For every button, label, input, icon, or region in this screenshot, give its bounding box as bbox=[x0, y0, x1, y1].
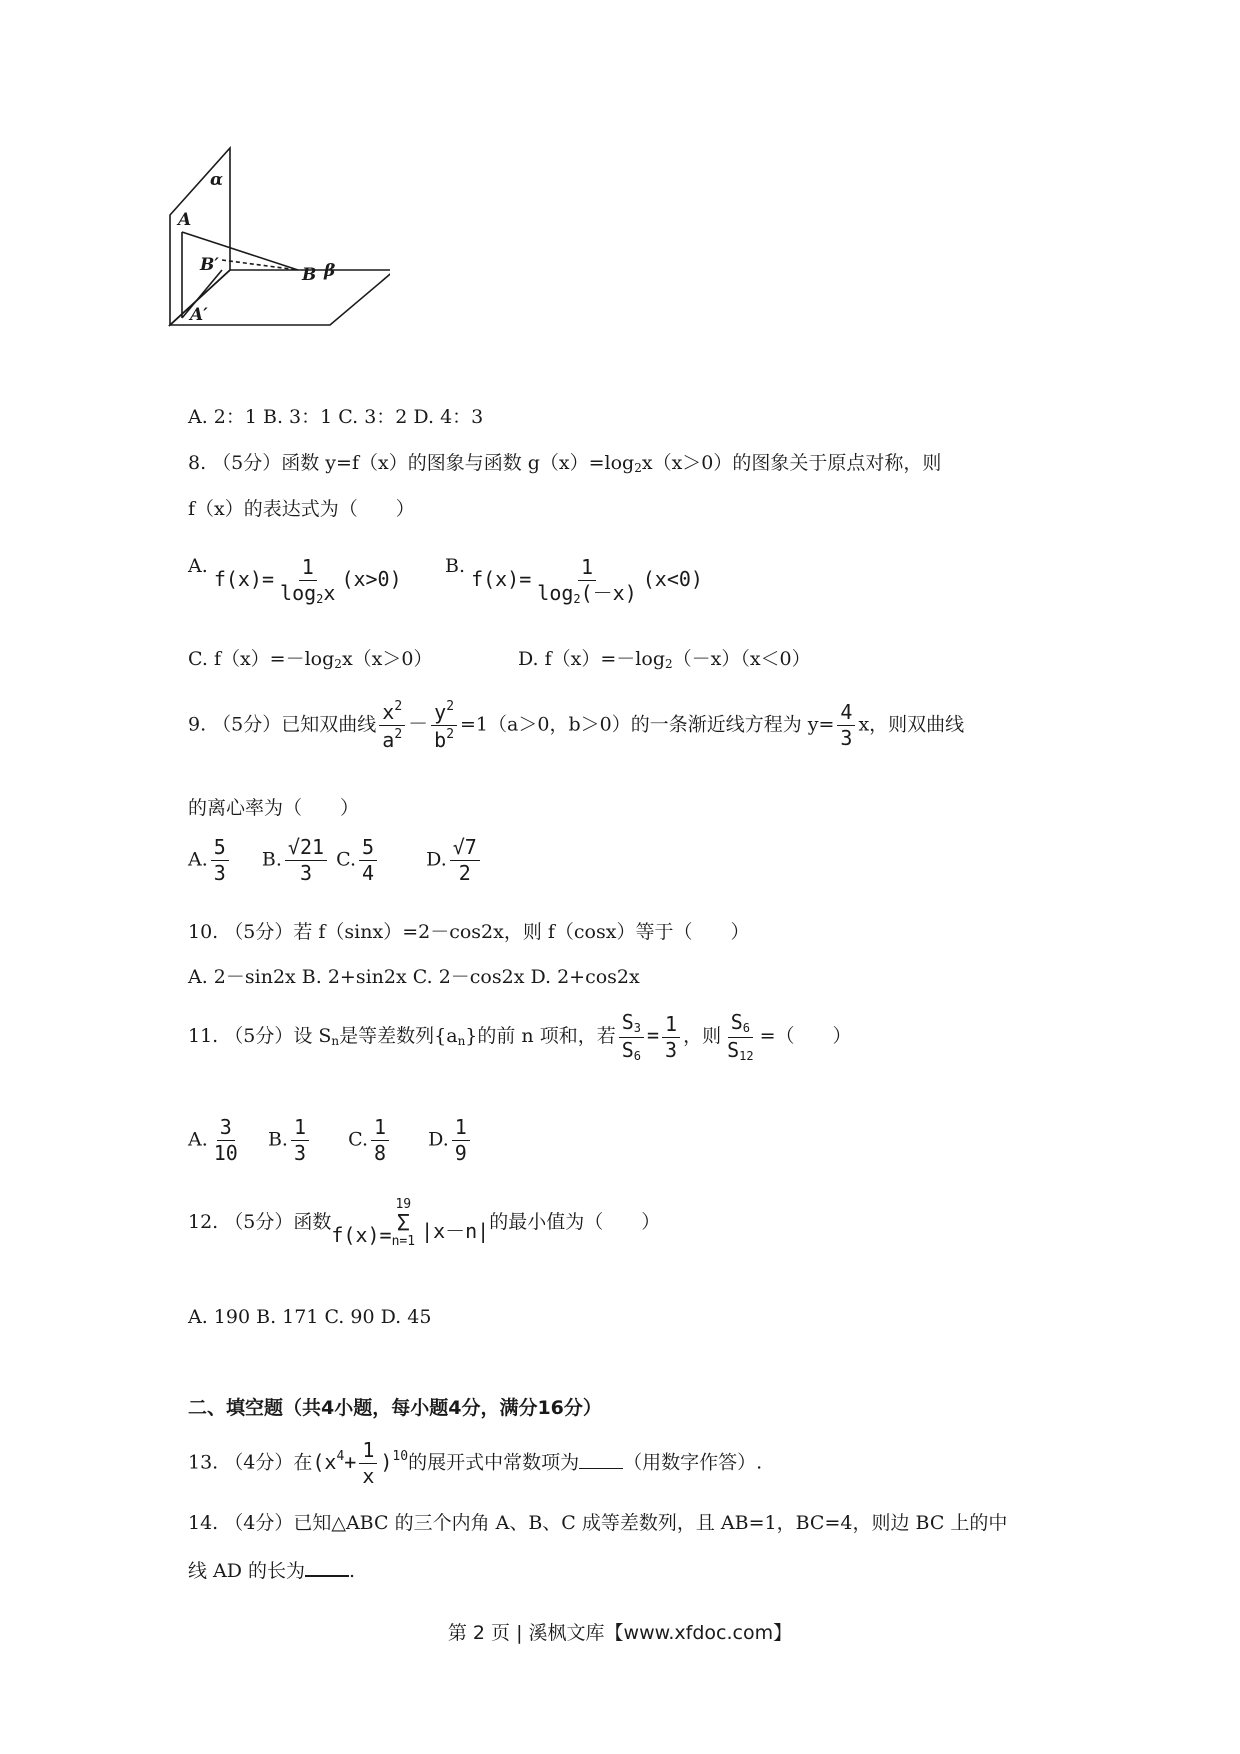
label-alpha: α bbox=[210, 170, 224, 190]
label-Aprime: A′ bbox=[190, 305, 208, 325]
q12-stem: 12. （5分）函数f(x)= 19 Σ n=1 |x－n|的最小值为（ ） bbox=[188, 1197, 661, 1249]
q8-choice-d: D. $f(x)=-\log_2(-x)(x<0)$ bbox=[518, 648, 811, 671]
q9-choices: A. $\frac{5}{3}$ B. $\frac{√21}{3}$ C. $\frac{5}{4}$ D. $\frac{√7}{2}$ bbox=[188, 837, 483, 884]
label-A: A bbox=[178, 210, 192, 230]
planes-figure bbox=[150, 140, 390, 360]
section-title: 二、填空题（共4小题，每小题4分，满分16分） bbox=[188, 1397, 602, 1419]
q12-choices: A. 190 B. 171 C. 90 D. 45 bbox=[188, 1306, 432, 1328]
q10-stem: 10. （5分）若 f（sinx）=2－cos2x，则 f（cosx）等于（ ） bbox=[188, 921, 750, 943]
label-Bprime: B′ bbox=[200, 255, 219, 275]
segment-BBprime bbox=[222, 260, 298, 270]
page-footer: 第 2 页 | 溪枫文库【www.xfdoc.com】 bbox=[447, 1622, 793, 1644]
answer-blank bbox=[305, 1559, 349, 1577]
q8-choice-c: C. $f(x)=-\log_2x(x>0)$ bbox=[188, 648, 433, 671]
q11-choices: A. $\frac{3}{10}$ B. $\frac{1}{3}$ C. $\frac{1}{8}$ D. $\frac{1}{9}$ bbox=[188, 1117, 473, 1164]
q9-stem-line1: 9. （5分）已知双曲线 $\frac{x^2}{a^2}$ － $\frac{y^2}{b^2}$ =1（a＞0，b＞0）的一条渐近线方程为 y= $\frac{4}{3}$ x，则双曲线 bbox=[188, 699, 965, 752]
q14-stem-line2: 线 AD 的长为 . bbox=[188, 1560, 356, 1582]
q8-stem-line2: f（x）的表达式为（ ） bbox=[188, 498, 415, 520]
q13-stem: 13. （4分）在($x^4+$ $\frac{1}{x}$ )$^{10}$的展开式中常数项为 （用数字作答）. bbox=[188, 1438, 763, 1488]
q11-stem: 11. （5分）设 $S_n$是等差数列$\{a_n\}$的前 n 项和，若 $\frac{S_3}{S_6}$ = $\frac{1}{3}$ ，则 $\frac{S_6}{S_{12}}$ =（ ） bbox=[188, 1010, 852, 1063]
q9-stem-line2: 的离心率为（ ） bbox=[188, 797, 360, 819]
q7-choices: A. 2：1 B. 3：1 C. 3：2 D. 4：3 bbox=[188, 406, 484, 428]
q8-choice-b: B. f(x)= $\frac{1}{\log_2(-x)}$ (x<0) bbox=[445, 554, 703, 606]
label-beta: β bbox=[324, 261, 336, 281]
q14-stem-line1: 14. （4分）已知△ABC 的三个内角 A、B、C 成等差数列，且 AB=1，BC=4，则边 BC 上的中 bbox=[188, 1512, 1008, 1534]
answer-blank bbox=[579, 1452, 623, 1469]
q10-choices: A. 2－sin2x B. 2+sin2x C. 2－cos2x D. 2+cos2x bbox=[188, 966, 640, 988]
q8-choice-a: A. f(x)= $\frac{1}{\log_2x}$ (x>0) bbox=[188, 554, 402, 606]
summation: 19 Σ n=1 bbox=[391, 1197, 416, 1249]
q8-stem-line1: 8. （5分）函数 y=f（x）的图象与函数 $g(x)=\log_2x(x>0)$的图象关于原点对称，则 bbox=[188, 452, 942, 475]
label-B: B bbox=[302, 265, 317, 285]
